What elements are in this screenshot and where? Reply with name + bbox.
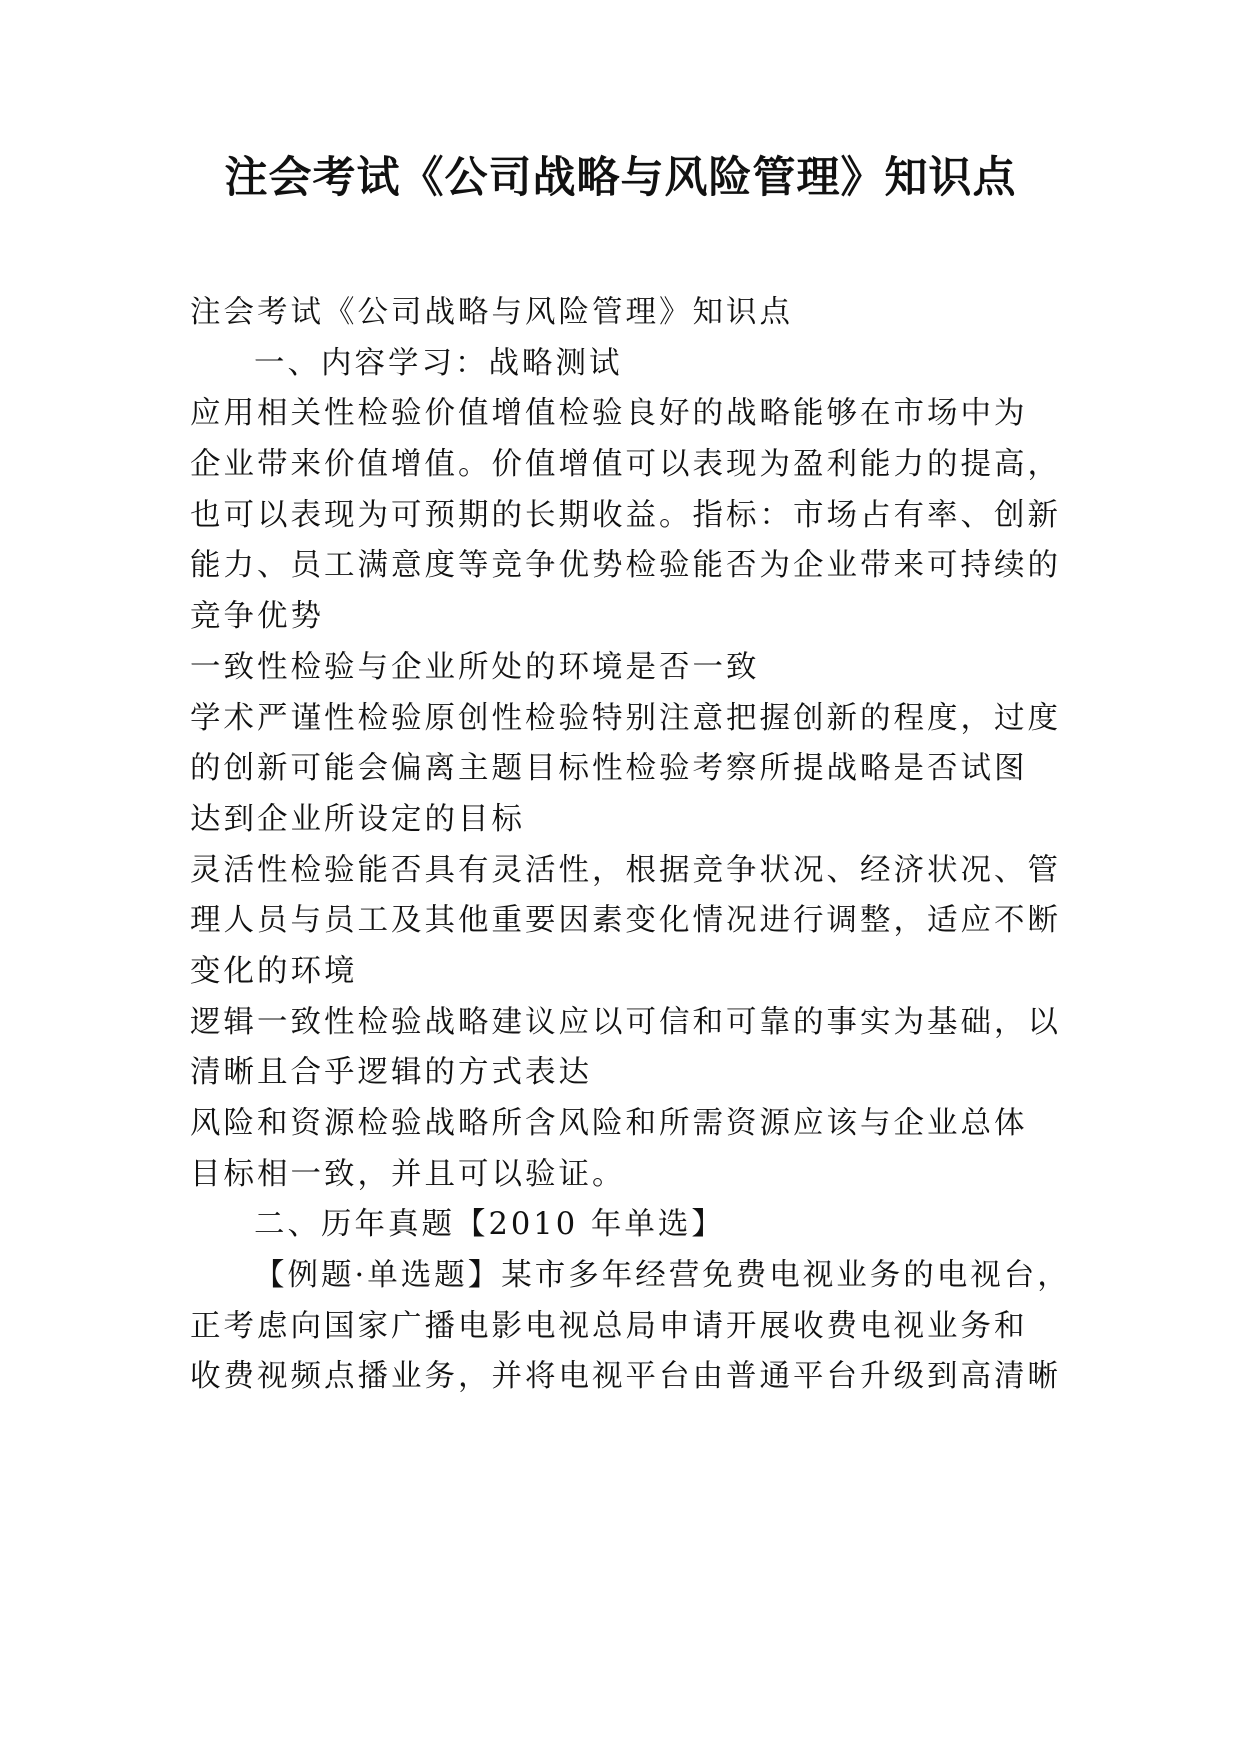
- text-line: 二、历年真题【2010 年单选】: [254, 1207, 725, 1243]
- text-line: 目标相一致，并且可以验证。: [190, 1156, 626, 1192]
- text-line: 正考虑向国家广播电影电视总局申请开展收费电视业务和: [190, 1308, 1028, 1344]
- text-line: 企业带来价值增值。价值增值可以表现为盈利能力的提高，: [190, 447, 1061, 483]
- text-line: 也可以表现为可预期的长期收益。指标：市场占有率、创新: [190, 497, 1061, 533]
- text-line: 应用相关性检验价值增值检验良好的战略能够在市场中为: [190, 396, 1028, 432]
- text-line: 灵活性检验能否具有灵活性，根据竞争状况、经济状况、管: [190, 852, 1061, 888]
- text-line: 变化的环境: [190, 953, 358, 989]
- text-line: 达到企业所设定的目标: [190, 801, 525, 837]
- text-line: 【例题·单选题】某市多年经营免费电视业务的电视台，: [254, 1258, 1071, 1294]
- text-line: 注会考试《公司战略与风险管理》知识点: [190, 295, 793, 330]
- text-line: 逻辑一致性检验战略建议应以可信和可靠的事实为基础，以: [190, 1004, 1061, 1040]
- document-body: [190, 288, 1070, 1403]
- text-line: 一致性检验与企业所处的环境是否一致: [190, 649, 760, 685]
- text-line: 的创新可能会偏离主题目标性检验考察所提战略是否试图: [190, 751, 1028, 787]
- text-line: 理人员与员工及其他重要因素变化情况进行调整，适应不断: [190, 903, 1061, 939]
- text-line: 一、内容学习：战略测试: [254, 345, 623, 381]
- text-line: 清晰且合乎逻辑的方式表达: [190, 1055, 592, 1091]
- text-line: 能力、员工满意度等竞争优势检验能否为企业带来可持续的: [190, 548, 1061, 584]
- text-line: 竞争优势: [190, 599, 324, 635]
- text-line: 收费视频点播业务，并将电视平台由普通平台升级到高清晰: [190, 1359, 1061, 1395]
- document-title: 注会考试《公司战略与风险管理》知识点: [224, 153, 1017, 203]
- text-line: 学术严谨性检验原创性检验特别注意把握创新的程度，过度: [190, 700, 1061, 736]
- text-line: 风险和资源检验战略所含风险和所需资源应该与企业总体: [190, 1106, 1028, 1141]
